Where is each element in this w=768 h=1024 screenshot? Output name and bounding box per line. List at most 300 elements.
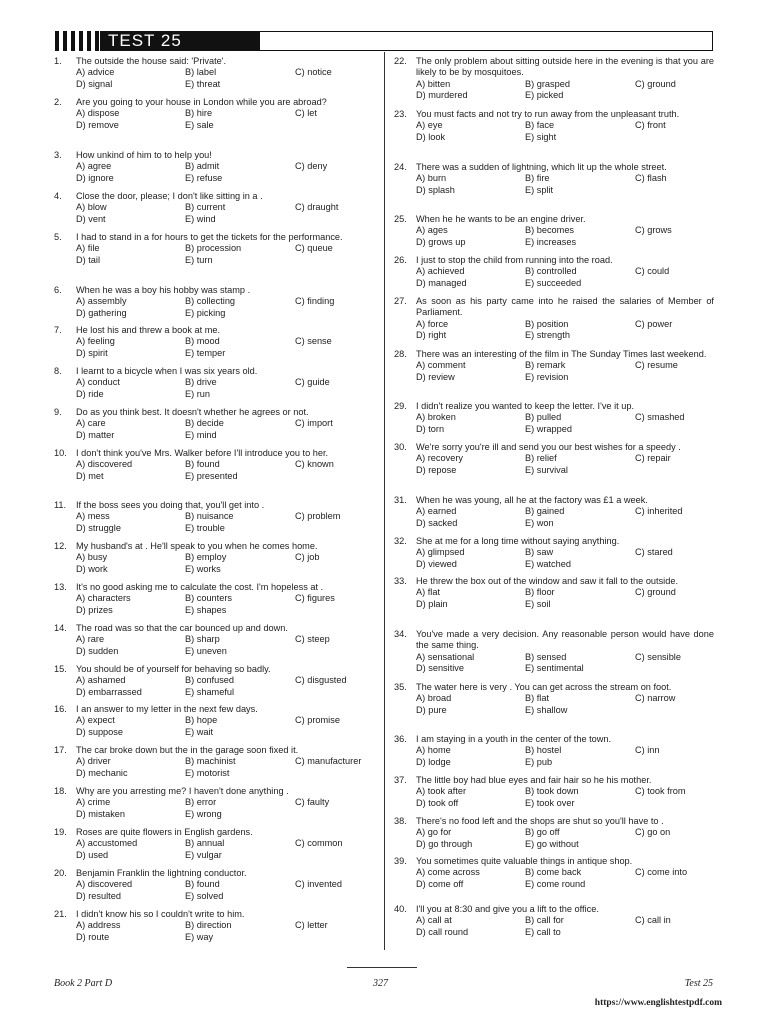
answer-option[interactable]: B) direction [185,920,232,931]
answer-option[interactable]: B) hope [185,715,218,726]
answer-option[interactable]: D) signal [76,78,113,89]
question-text: When he was a boy his hobby was stamp . [76,285,251,295]
answer-option[interactable]: D) torn [416,423,445,434]
answer-option[interactable]: E) threat [185,78,221,89]
answer-options [394,412,714,435]
question-text: The outside the house said: 'Private'. [76,56,227,66]
answer-option[interactable]: B) admit [185,161,220,172]
question-stem [54,786,374,797]
answer-option[interactable]: E) trouble [185,522,225,533]
question-stem [54,232,374,243]
answer-option[interactable]: C) let [295,108,317,119]
answer-option[interactable]: E) call to [525,926,561,937]
answer-option[interactable]: E) soil [525,598,551,609]
answer-options [54,296,374,319]
question-text: I learnt to a bicycle when I was six years old. [76,366,258,376]
answer-option[interactable]: A) force [416,318,449,329]
question-item [54,623,374,657]
answer-option[interactable]: D) repose [416,464,457,475]
answer-option[interactable]: A) home [416,745,451,756]
question-stem [394,349,714,360]
answer-option[interactable]: D) struggle [76,522,121,533]
answer-option[interactable]: E) temper [185,347,226,358]
question-text: You must facts and not try to run away from the unpleasant truth. [416,109,680,119]
answer-option[interactable]: D) mistaken [76,808,126,819]
answer-option[interactable]: B) collecting [185,296,236,307]
answer-option[interactable]: B) mood [185,336,220,347]
answer-option[interactable]: A) eye [416,120,443,131]
question-text: There was a sudden of lightning, which lit up the whole street. [416,162,667,172]
question-number: 39. [394,856,407,866]
answer-options [54,336,374,359]
answer-option[interactable]: D) pure [416,704,447,715]
answer-options [54,756,374,779]
answer-option[interactable]: A) burn [416,173,447,184]
answer-option[interactable]: B) grasped [525,78,570,89]
answer-option[interactable]: B) current [185,202,226,213]
question-stem [394,162,714,173]
answer-option[interactable]: E) revision [525,371,569,382]
question-stem [54,623,374,634]
question-stem [54,285,374,296]
page-header [55,31,713,51]
answer-option[interactable]: A) ages [416,225,448,236]
question-number: 1. [54,56,62,66]
question-text: Why are you arresting me? I haven't done anything . [76,786,289,796]
answer-option[interactable]: E) picking [185,307,226,318]
answer-option[interactable]: C) common [295,838,343,849]
question-text: You've made a very decision. Any reasonable person would have done the same thing. [416,629,714,651]
source-url[interactable]: https://www.englishtestpdf.com [594,998,722,1008]
answer-options [54,67,374,90]
answer-option[interactable]: C) narrow [635,693,676,704]
answer-option[interactable]: C) go on [635,827,671,838]
answer-option[interactable]: D) grows up [416,236,466,247]
page-title: TEST 25 [100,31,260,51]
answer-option[interactable]: D) go through [416,838,473,849]
answer-option[interactable]: B) go off [525,827,560,838]
answer-option[interactable]: B) error [185,797,217,808]
answer-option[interactable]: E) won [525,517,554,528]
answer-option[interactable]: E) come round [525,878,586,889]
answer-option[interactable]: A) go for [416,827,452,838]
question-item [394,255,714,289]
answer-option[interactable]: E) wait [185,726,214,737]
question-stem [394,629,714,652]
answer-option[interactable]: C) call in [635,915,671,926]
question-text: I just to stop the child from running into the road. [416,255,613,265]
answer-option[interactable]: C) come into [635,867,688,878]
answer-option[interactable]: E) succeeded [525,277,582,288]
question-stem [54,582,374,593]
answer-option[interactable]: E) strength [525,329,570,340]
answer-option[interactable]: A) recovery [416,453,463,464]
answer-option[interactable]: B) annual [185,838,225,849]
question-item [54,745,374,779]
answer-option[interactable]: E) go without [525,838,579,849]
answer-options [54,108,374,131]
answer-option[interactable]: B) call for [525,915,564,926]
answer-option[interactable]: B) hostel [525,745,562,756]
answer-option[interactable]: A) call at [416,915,452,926]
answer-option[interactable]: E) uneven [185,645,227,656]
answer-option[interactable]: B) face [525,120,555,131]
answer-option[interactable]: A) assembly [76,296,127,307]
question-number: 10. [54,448,67,458]
question-text: I don't think you've Mrs. Walker before I'll introduce you to her. [76,448,329,458]
answer-option[interactable]: B) employ [185,552,227,563]
question-number: 22. [394,56,407,66]
question-number: 28. [394,349,407,359]
question-text: I didn't realize you wanted to keep the letter. I've it up. [416,401,635,411]
answer-option[interactable]: E) vulgar [185,849,222,860]
answer-option[interactable]: E) shameful [185,686,235,697]
answer-option[interactable]: A) took after [416,786,467,797]
answer-option[interactable]: C) manufacturer [295,756,362,767]
answer-options [394,652,714,675]
question-text: Are you going to your house in London while you are abroad? [76,97,327,107]
answer-option[interactable]: A) ashamed [76,675,126,686]
answer-option[interactable]: E) solved [185,890,224,901]
question-stem [54,704,374,715]
answer-option[interactable]: D) mechanic [76,767,128,778]
answer-option[interactable]: E) took over [525,797,575,808]
answer-option[interactable]: B) found [185,459,220,470]
question-stem [54,909,374,920]
question-stem [394,775,714,786]
answer-option[interactable]: C) grows [635,225,672,236]
question-number: 33. [394,576,407,586]
answer-option[interactable]: A) discovered [76,459,133,470]
answer-option[interactable]: D) splash [416,184,455,195]
answer-option[interactable]: A) bitten [416,78,451,89]
answer-option[interactable]: E) survival [525,464,568,475]
answer-option[interactable]: D) used [76,849,109,860]
answer-option[interactable]: B) found [185,879,220,890]
answer-option[interactable]: B) nuisance [185,511,234,522]
question-item [54,325,374,359]
answer-option[interactable]: A) rare [76,634,105,645]
answer-option[interactable]: D) resulted [76,890,121,901]
answer-option[interactable]: A) glimpsed [416,547,465,558]
answer-options [394,587,714,610]
answer-option[interactable]: D) call round [416,926,469,937]
answer-option[interactable]: A) file [76,243,100,254]
answer-option[interactable]: A) characters [76,593,131,604]
answer-option[interactable]: C) took from [635,786,686,797]
answer-option[interactable]: A) accustomed [76,838,138,849]
answer-option[interactable]: D) met [76,470,104,481]
answer-option[interactable]: A) expect [76,715,115,726]
answer-option[interactable]: E) picked [525,89,564,100]
question-number: 11. [54,500,67,510]
answer-option[interactable]: E) pub [525,756,553,767]
answer-option[interactable]: C) inn [635,745,660,756]
answer-option[interactable]: A) come across [416,867,480,878]
header-stripes [55,31,103,51]
answer-option[interactable]: C) deny [295,161,328,172]
answer-option[interactable]: C) guide [295,377,330,388]
answer-option[interactable]: E) motorist [185,767,230,778]
question-text: There's no food left and the shops are shut so you'll have to . [416,816,664,826]
question-item [54,97,374,131]
answer-option[interactable]: C) sensible [635,651,681,662]
answer-option[interactable]: B) procession [185,243,242,254]
answer-option[interactable]: E) way [185,931,214,942]
answer-option[interactable]: B) becomes [525,225,575,236]
answer-option[interactable]: D) come off [416,878,464,889]
answer-option[interactable]: B) label [185,67,217,78]
answer-options [394,506,714,529]
answer-option[interactable]: D) viewed [416,558,457,569]
question-text: I am staying in a youth in the center of the town. [416,734,612,744]
answer-option[interactable]: C) draught [295,202,339,213]
answer-option[interactable]: A) advice [76,67,115,78]
answer-option[interactable]: C) figures [295,593,335,604]
answer-options [54,552,374,575]
answer-option[interactable]: C) queue [295,243,333,254]
answer-option[interactable]: A) blow [76,202,107,213]
question-item [394,495,714,529]
answer-option[interactable]: E) works [185,563,221,574]
question-item [54,191,374,225]
answer-option[interactable]: A) crime [76,797,111,808]
answer-option[interactable]: B) confused [185,675,235,686]
answer-option[interactable]: D) sensitive [416,662,464,673]
answer-option[interactable]: D) work [76,563,108,574]
answer-options [394,786,714,809]
question-number: 31. [394,495,407,505]
question-stem [54,868,374,879]
answer-option[interactable]: B) floor [525,587,555,598]
question-item [394,536,714,570]
question-text: The road was so that the car bounced up and down. [76,623,288,633]
answer-option[interactable]: E) increases [525,236,577,247]
answer-option[interactable]: C) import [295,418,333,429]
answer-option[interactable]: D) review [416,371,455,382]
answer-option[interactable]: E) wind [185,213,216,224]
answer-option[interactable]: C) flash [635,173,667,184]
answer-option[interactable]: B) hire [185,108,213,119]
answer-option[interactable]: D) right [416,329,447,340]
question-number: 36. [394,734,407,744]
answer-option[interactable]: C) notice [295,67,332,78]
answer-option[interactable]: D) vent [76,213,106,224]
answer-options [54,243,374,266]
answer-option[interactable]: C) known [295,459,334,470]
question-item [394,734,714,768]
answer-option[interactable]: B) machinist [185,756,236,767]
answer-option[interactable]: A) busy [76,552,108,563]
answer-option[interactable]: B) position [525,318,569,329]
question-item [394,296,714,341]
question-stem [394,495,714,506]
answer-option[interactable]: E) shallow [525,704,568,715]
question-item [54,541,374,575]
answer-option[interactable]: D) murdered [416,89,468,100]
answer-option[interactable]: C) steep [295,634,330,645]
answer-option[interactable]: C) repair [635,453,671,464]
answer-option[interactable]: A) agree [76,161,112,172]
answer-option[interactable]: E) sale [185,119,214,130]
question-number: 24. [394,162,407,172]
answer-option[interactable]: E) run [185,388,211,399]
question-item [54,786,374,820]
answer-option[interactable]: A) earned [416,506,457,517]
question-stem [394,734,714,745]
answer-option[interactable]: B) decide [185,418,224,429]
answer-option[interactable]: E) sentimental [525,662,584,673]
answer-option[interactable]: C) inherited [635,506,683,517]
answer-option[interactable]: E) split [525,184,554,195]
answer-option[interactable]: C) faulty [295,797,330,808]
question-item [394,109,714,143]
answer-option[interactable]: D) plain [416,598,448,609]
answer-option[interactable]: D) ignore [76,172,114,183]
answer-options [394,693,714,716]
answer-option[interactable]: A) care [76,418,106,429]
question-item [394,576,714,610]
question-number: 16. [54,704,67,714]
answer-option[interactable]: A) broad [416,693,452,704]
answer-option[interactable]: E) sight [525,131,557,142]
answer-option[interactable]: C) finding [295,296,335,307]
answer-option[interactable]: D) tail [76,254,100,265]
answer-option[interactable]: E) shapes [185,604,227,615]
answer-option[interactable]: B) fire [525,173,550,184]
answer-option[interactable]: A) discovered [76,879,133,890]
answer-option[interactable]: C) invented [295,879,342,890]
answer-option[interactable]: D) matter [76,429,115,440]
question-item [394,214,714,248]
answer-options [394,225,714,248]
answer-option[interactable]: B) drive [185,377,217,388]
answer-options [394,120,714,143]
answer-options [54,202,374,225]
answer-option[interactable]: B) pulled [525,412,562,423]
answer-option[interactable]: D) ride [76,388,104,399]
answer-option[interactable]: A) comment [416,360,466,371]
answer-option[interactable]: B) come back [525,867,582,878]
answer-option[interactable]: C) resume [635,360,678,371]
question-stem [54,191,374,202]
question-item [394,775,714,809]
header-rule [260,31,713,32]
question-stem [394,816,714,827]
answer-option[interactable]: D) managed [416,277,467,288]
answer-option[interactable]: C) power [635,318,673,329]
answer-option[interactable]: D) remove [76,119,119,130]
footer-test: Test 25 [684,978,713,989]
answer-options [54,715,374,738]
answer-option[interactable]: C) ground [635,78,676,89]
answer-option[interactable]: B) sensed [525,651,567,662]
answer-option[interactable]: D) gathering [76,307,127,318]
answer-option[interactable]: C) ground [635,587,676,598]
answer-option[interactable]: D) sudden [76,645,119,656]
answer-options [394,319,714,342]
answer-option[interactable]: C) disgusted [295,675,347,686]
answer-option[interactable]: A) driver [76,756,111,767]
answer-option[interactable]: B) saw [525,547,554,558]
question-number: 6. [54,285,62,295]
question-number: 8. [54,366,62,376]
answer-option[interactable]: C) could [635,266,670,277]
answer-option[interactable]: D) spirit [76,347,108,358]
question-stem [54,366,374,377]
answer-option[interactable]: E) refuse [185,172,223,183]
answer-option[interactable]: C) sense [295,336,332,347]
question-stem [394,296,714,319]
answer-options [394,266,714,289]
answer-option[interactable]: B) gained [525,506,565,517]
answer-options [54,377,374,400]
answer-option[interactable]: B) remark [525,360,566,371]
question-number: 13. [54,582,67,592]
answer-option[interactable]: E) presented [185,470,238,481]
answer-option[interactable]: A) sensational [416,651,475,662]
answer-option[interactable]: B) flat [525,693,549,704]
answer-option[interactable]: E) wrong [185,808,222,819]
question-number: 26. [394,255,407,265]
answer-option[interactable]: A) dispose [76,108,120,119]
answer-option[interactable]: E) wrapped [525,423,572,434]
answer-option[interactable]: A) flat [416,587,440,598]
answer-option[interactable]: D) sacked [416,517,458,528]
answer-option[interactable]: C) stared [635,547,673,558]
answer-option[interactable]: C) letter [295,920,328,931]
answer-option[interactable]: A) achieved [416,266,465,277]
answer-option[interactable]: C) smashed [635,412,685,423]
answer-option[interactable]: E) turn [185,254,213,265]
answer-option[interactable]: B) sharp [185,634,220,645]
answer-option[interactable]: E) mind [185,429,217,440]
answer-option[interactable]: D) look [416,131,446,142]
answer-option[interactable]: D) embarrassed [76,686,142,697]
question-number: 25. [394,214,407,224]
answer-option[interactable]: C) front [635,120,666,131]
question-text: Do as you think best. It doesn't whether he agrees or not. [76,407,309,417]
answer-option[interactable]: C) job [295,552,320,563]
answer-option[interactable]: C) problem [295,511,341,522]
answer-option[interactable]: D) prizes [76,604,113,615]
answer-option[interactable]: B) took down [525,786,579,797]
question-item [54,285,374,319]
answer-option[interactable]: B) counters [185,593,232,604]
question-text: The water here is very . You can get across the stream on foot. [416,682,672,692]
answer-option[interactable]: A) address [76,920,121,931]
answer-option[interactable]: A) mess [76,511,110,522]
question-text: I didn't know his so I couldn't write to him. [76,909,245,919]
answer-option[interactable]: D) suppose [76,726,123,737]
answer-option[interactable]: D) route [76,931,110,942]
question-item [54,827,374,861]
answer-option[interactable]: A) broken [416,412,456,423]
question-number: 23. [394,109,407,119]
question-text: Close the door, please; I don't like sitting in a . [76,191,263,201]
question-item [394,682,714,716]
answer-option[interactable]: A) conduct [76,377,120,388]
answer-option[interactable]: D) took off [416,797,459,808]
question-item [54,150,374,184]
answer-option[interactable]: C) promise [295,715,340,726]
answer-option[interactable]: B) controlled [525,266,577,277]
answer-option[interactable]: B) relief [525,453,557,464]
answer-option[interactable]: E) watched [525,558,571,569]
answer-option[interactable]: D) lodge [416,756,451,767]
answer-option[interactable]: A) feeling [76,336,115,347]
answer-options [394,547,714,570]
